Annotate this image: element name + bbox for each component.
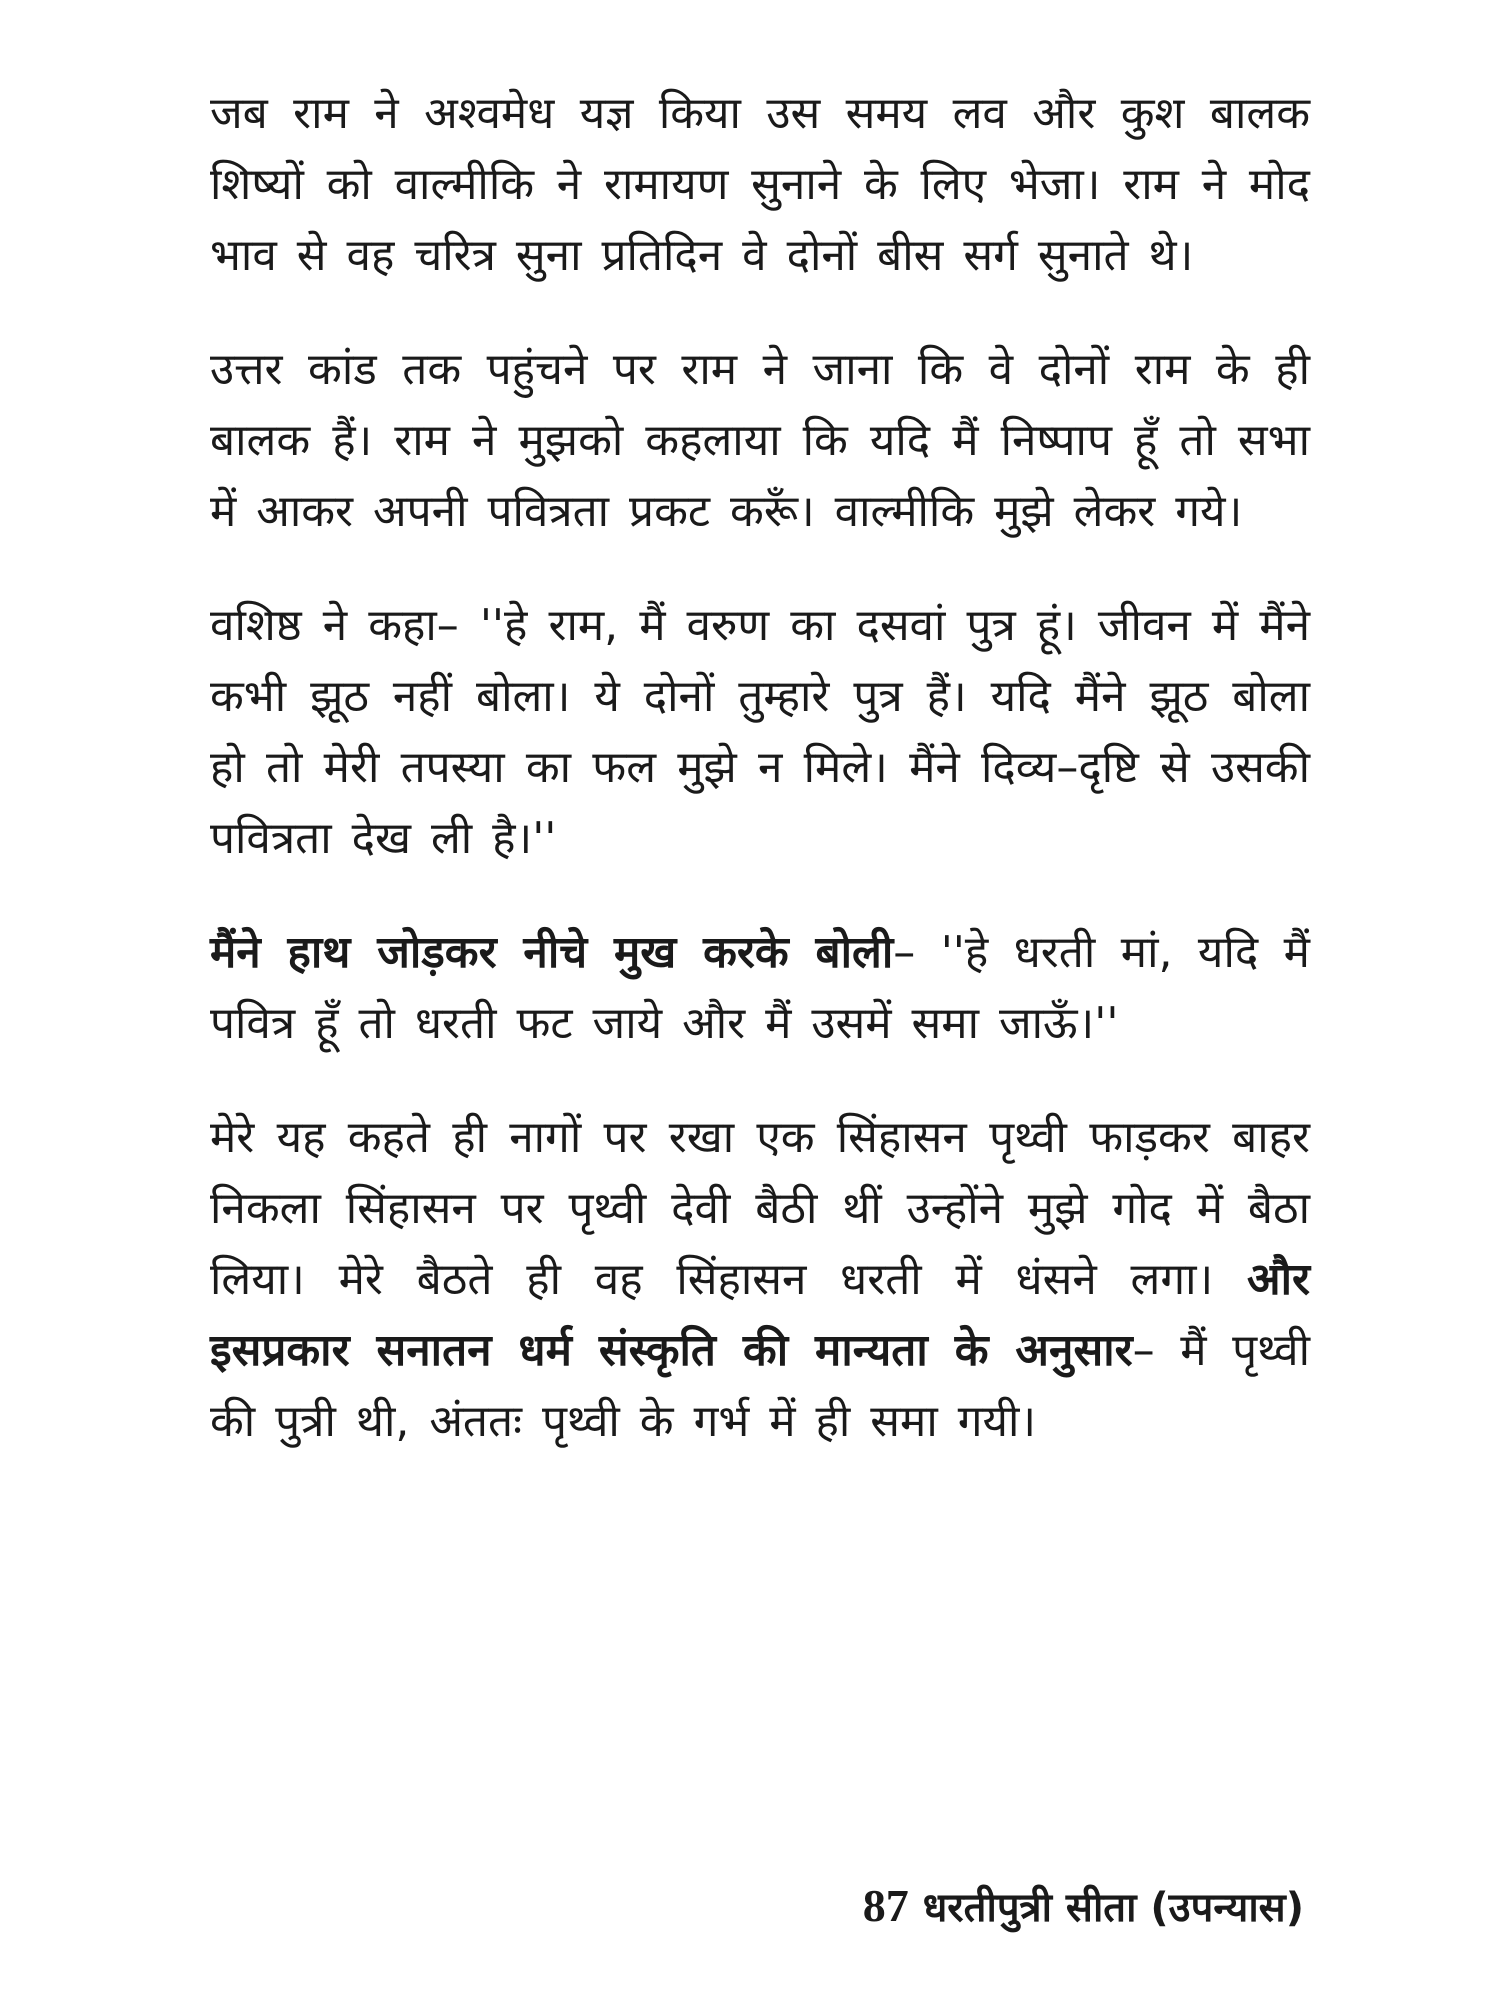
- page-number: 87: [862, 1880, 909, 1931]
- paragraph: [210, 78, 1310, 291]
- paragraph: [210, 1102, 1310, 1457]
- paragraph-text: – मैं पृथ्वी की पुत्री थी, अंततः पृथ्वी के गर्भ में ही समा गयी।: [210, 1325, 1310, 1447]
- page-body: [210, 78, 1310, 1500]
- paragraph: [210, 334, 1310, 547]
- paragraph-bold-text: मैंने हाथ जोड़कर नीचे मुख करके बोली: [210, 927, 894, 978]
- paragraph-bold-text: और इसप्रकार सनातन धर्म संस्कृति की मान्यता के अनुसार: [210, 1254, 1310, 1376]
- paragraph-text: जब राम ने अश्वमेध यज्ञ किया उस समय लव और कुश बालक शिष्यों को वाल्मीकि ने रामायण सुनाने के लिए भेजा। राम ने मोद भाव से वह चरित्र सुना प्रतिदिन वे दोनों बीस सर्ग सुनाते थे।: [210, 88, 1310, 281]
- paragraph-text: वशिष्ठ ने कहा– ''हे राम, मैं वरुण का दसवां पुत्र हूं। जीवन में मैंने कभी झूठ नहीं बोला। ये दोनों तुम्हारे पुत्र हैं। यदि मैंने झूठ बोला हो तो मेरी तपस्या का फल मुझे न मिले। मैंने दिव्य–दृष्टि से उसकी पवित्रता देख ली है।'': [210, 600, 1310, 864]
- paragraph-text: उत्तर कांड तक पहुंचने पर राम ने जाना कि वे दोनों राम के ही बालक हैं। राम ने मुझको कहलाया कि यदि मैं निष्पाप हूँ तो सभा में आकर अपनी पवित्रता प्रकट करूँ। वाल्मीकि मुझे लेकर गये।: [210, 344, 1310, 537]
- paragraph-text: मेरे यह कहते ही नागों पर रखा एक सिंहासन पृथ्वी फाड़कर बाहर निकला सिंहासन पर पृथ्वी देवी बैठी थीं उन्होंने मुझे गोद में बैठा लिया। मेरे बैठते ही वह सिंहासन धरती में धंसने लगा।: [210, 1112, 1310, 1305]
- paragraph: [210, 917, 1310, 1059]
- paragraph-text: – ''हे धरती मां, यदि मैं पवित्र हूँ तो धरती फट जाये और मैं उसमें समा जाऊँ।'': [210, 927, 1310, 1049]
- paragraph: [210, 590, 1310, 874]
- book-title: धरतीपुत्री सीता (उपन्यास): [922, 1885, 1304, 1931]
- page-footer: [863, 1878, 1304, 1933]
